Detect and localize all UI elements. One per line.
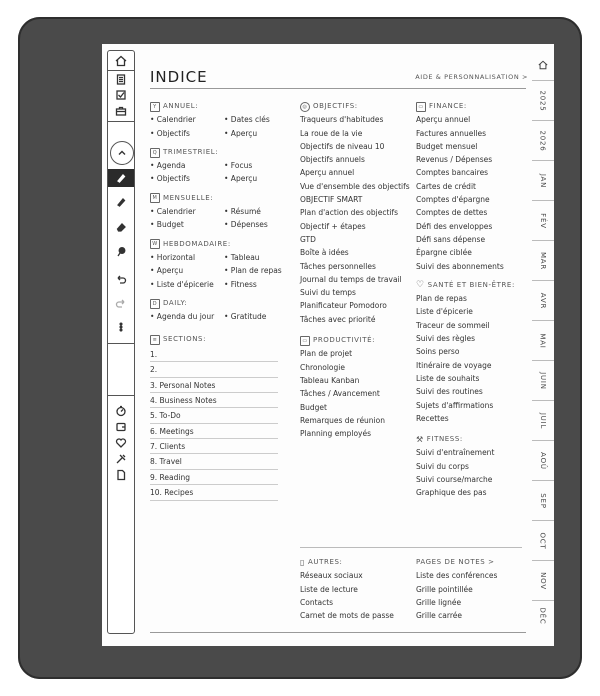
link-resume[interactable]: • Résumé — [224, 207, 261, 217]
link-item[interactable]: Liste des conférences — [416, 571, 498, 581]
link-item[interactable]: Traqueurs d'habitudes — [300, 115, 384, 125]
divider — [300, 547, 522, 548]
section-link[interactable]: 5. To-Do — [150, 408, 278, 423]
checkbox-icon[interactable] — [108, 87, 134, 103]
pen-icon[interactable] — [108, 169, 134, 187]
link-liste-epicerie[interactable]: • Liste d'épicerie — [150, 279, 214, 289]
tab-jan[interactable]: JAN — [532, 160, 554, 201]
link-item[interactable]: Vue d'ensemble des objectifs — [300, 181, 410, 191]
link-item[interactable]: Aperçu annuel — [300, 168, 355, 178]
tab-juil[interactable]: JUIL — [532, 400, 554, 441]
link-apercu[interactable]: • Aperçu — [224, 174, 258, 184]
section-link[interactable]: 3. Personal Notes — [150, 378, 278, 393]
objectifs-header: ◎ OBJECTIFS: — [300, 100, 412, 113]
link-item[interactable]: Objectifs annuels — [300, 155, 365, 165]
link-item[interactable]: Liste de souhaits — [416, 373, 480, 383]
link-item[interactable]: Comptes bancaires — [416, 168, 489, 178]
wallet-icon: ▭ — [416, 102, 426, 112]
link-item[interactable]: Remarques de réunion — [300, 415, 385, 425]
fitness-header: ⚒ FITNESS: — [416, 433, 528, 446]
eraser-icon[interactable] — [108, 219, 134, 235]
link-item[interactable]: Tâches / Avancement — [300, 389, 380, 399]
link-item[interactable]: Suivi course/marche — [416, 475, 493, 485]
link-fitness[interactable]: • Fitness — [224, 279, 257, 289]
link-item[interactable]: Budget — [300, 402, 327, 412]
tab-bar — [532, 50, 554, 630]
page-icon: ▯ — [300, 558, 306, 567]
tab-avr[interactable]: AVR — [532, 280, 554, 321]
tab-nov[interactable]: NOV — [532, 560, 554, 601]
page-icon[interactable] — [108, 467, 134, 483]
section-link[interactable]: 2. — [150, 362, 278, 377]
tab-aou[interactable]: AOÛ — [532, 440, 554, 481]
link-item[interactable]: Boîte à idées — [300, 248, 349, 258]
link-item[interactable]: Objectif + étapes — [300, 221, 366, 231]
link-item[interactable]: Réseaux sociaux — [300, 571, 363, 581]
daily-header: D DAILY: — [150, 297, 290, 310]
briefcase-icon: ▭ — [300, 336, 310, 346]
section-link[interactable]: 7. Clients — [150, 439, 278, 454]
link-item[interactable]: Comptes de dettes — [416, 208, 488, 218]
link-item[interactable]: Budget mensuel — [416, 141, 478, 151]
link-focus[interactable]: • Focus — [224, 161, 253, 171]
link-item[interactable]: Objectifs de niveau 10 — [300, 141, 385, 151]
link-item[interactable]: OBJECTIF SMART — [300, 195, 363, 205]
link-apercu[interactable]: • Aperçu — [224, 128, 258, 138]
link-item[interactable]: Recettes — [416, 413, 449, 423]
sections-header: ≡ SECTIONS: — [150, 333, 290, 346]
objectifs-column — [300, 96, 412, 440]
notes-column — [416, 552, 528, 622]
link-item[interactable]: Épargne ciblée — [416, 248, 472, 258]
timer-icon[interactable] — [108, 403, 134, 419]
section-link[interactable]: 10. Recipes — [150, 485, 278, 500]
link-item[interactable]: Plan de projet — [300, 349, 353, 359]
home-icon[interactable] — [108, 53, 134, 69]
link-item[interactable]: Liste d'épicerie — [416, 307, 473, 317]
link-tableau[interactable]: • Tableau — [224, 252, 260, 262]
tab-dec[interactable]: DÉC — [532, 600, 554, 631]
link-item[interactable]: Défi des enveloppes — [416, 221, 493, 231]
link-item[interactable]: Grille pointillée — [416, 584, 473, 594]
link-item[interactable]: Liste de lecture — [300, 584, 358, 594]
link-item[interactable]: Carnet de mots de passe — [300, 611, 394, 621]
link-item[interactable]: La roue de la vie — [300, 128, 363, 138]
link-item[interactable]: Suivi des abonnements — [416, 261, 504, 271]
link-budget[interactable]: • Budget — [150, 220, 184, 230]
link-agenda-du-jour[interactable]: • Agenda du jour — [150, 312, 215, 322]
hebdomadaire-header: W HEBDOMADAIRE: — [150, 238, 290, 251]
link-item[interactable]: Revenus / Dépenses — [416, 155, 493, 165]
link-item[interactable]: Tâches avec priorité — [300, 314, 376, 324]
link-objectifs[interactable]: • Objectifs — [150, 174, 190, 184]
tab-mar[interactable]: MAR — [532, 240, 554, 281]
help-link[interactable]: AIDE & PERSONNALISATION > — [415, 73, 528, 81]
link-plan-de-repas[interactable]: • Plan de repas — [224, 266, 282, 276]
link-item[interactable]: Défi sans dépense — [416, 234, 486, 244]
divider — [150, 632, 526, 633]
toolbar — [107, 50, 135, 634]
link-item[interactable]: Itinéraire de voyage — [416, 360, 492, 370]
section-link[interactable]: 1. — [150, 347, 278, 362]
link-item[interactable]: Suivi d'entraînement — [416, 448, 495, 458]
chevron-up-icon[interactable] — [110, 141, 134, 165]
link-gratitude[interactable]: • Gratitude — [224, 312, 267, 322]
mensuelle-header: M MENSUELLE: — [150, 192, 290, 205]
tablet-icon[interactable] — [108, 419, 134, 435]
trimestriel-header: Q TRIMESTRIEL: — [150, 146, 290, 159]
link-item[interactable]: Grille carrée — [416, 611, 462, 621]
link-item[interactable]: GTD — [300, 234, 316, 244]
highlighter-icon[interactable] — [108, 194, 134, 210]
autres-header: ▯ AUTRES: — [300, 556, 412, 569]
finance-header: ▭ FINANCE: — [416, 100, 528, 113]
link-item[interactable]: Sujets d'affirmations — [416, 400, 494, 410]
link-item[interactable]: Factures annuelles — [416, 128, 487, 138]
calendar-icon: Q — [150, 148, 160, 158]
link-item[interactable]: Traceur de sommeil — [416, 320, 490, 330]
tab-sep[interactable]: SEP — [532, 480, 554, 521]
link-calendrier[interactable]: • Calendrier — [150, 115, 196, 125]
undo-icon[interactable] — [108, 271, 134, 287]
link-horizontal[interactable]: • Horizontal — [150, 252, 196, 262]
link-item[interactable]: Suivi des routines — [416, 387, 483, 397]
link-item[interactable]: Tâches personnelles — [300, 261, 376, 271]
clipboard-icon[interactable] — [108, 71, 134, 87]
link-agenda[interactable]: • Agenda — [150, 161, 186, 171]
link-item[interactable]: Grille lignée — [416, 597, 462, 607]
link-item[interactable]: Plan de repas — [416, 294, 467, 304]
tab-2025[interactable]: 2025 — [532, 80, 554, 121]
link-item[interactable]: Chronologie — [300, 362, 345, 372]
link-item[interactable]: Contacts — [300, 597, 334, 607]
page-title: INDICE — [150, 68, 208, 86]
link-apercu[interactable]: • Aperçu — [150, 266, 184, 276]
pages-notes-header[interactable]: PAGES DE NOTES > — [416, 558, 495, 566]
target-icon: ◎ — [300, 102, 310, 112]
link-item[interactable]: Planning employés — [300, 429, 372, 439]
productivite-header: ▭ PRODUCTIVITÉ: — [300, 334, 412, 347]
tools-icon[interactable] — [108, 451, 134, 467]
section-link[interactable]: 4. Business Notes — [150, 393, 278, 408]
index-page — [150, 66, 530, 646]
section-link[interactable]: 6. Meetings — [150, 424, 278, 439]
calendar-icon: W — [150, 239, 160, 249]
link-item[interactable]: Suivi du temps — [300, 288, 356, 298]
link-calendrier[interactable]: • Calendrier — [150, 207, 196, 217]
divider — [150, 88, 526, 89]
link-item[interactable]: Comptes d'épargne — [416, 195, 490, 205]
briefcase-icon[interactable] — [108, 103, 134, 119]
annuel-header: Y ANNUEL: — [150, 100, 290, 113]
calendar-icon: D — [150, 299, 160, 309]
tab-2026[interactable]: 2026 — [532, 120, 554, 161]
redo-icon[interactable] — [108, 295, 134, 311]
calendar-icon: Y — [150, 102, 160, 112]
link-item[interactable]: Planificateur Pomodoro — [300, 301, 387, 311]
link-item[interactable]: Suivi des règles — [416, 334, 476, 344]
tab-fev[interactable]: FÉV — [532, 200, 554, 241]
finance-column — [416, 96, 528, 500]
link-item[interactable]: Graphique des pas — [416, 488, 487, 498]
section-link[interactable]: 8. Travel — [150, 454, 278, 469]
home-icon[interactable] — [532, 50, 554, 80]
link-item[interactable]: Aperçu annuel — [416, 115, 471, 125]
link-item[interactable]: Soins perso — [416, 347, 460, 357]
dumbbell-icon: ⚒ — [416, 435, 424, 445]
calendar-icon: M — [150, 193, 160, 203]
heart-icon[interactable] — [108, 435, 134, 451]
more-icon[interactable] — [108, 319, 134, 335]
link-objectifs[interactable]: • Objectifs — [150, 128, 190, 138]
sante-header: ♡ SANTÉ ET BIEN-ÊTRE: — [416, 279, 528, 292]
heart-icon: ♡ — [416, 279, 425, 290]
tab-oct[interactable]: OCT — [532, 520, 554, 561]
link-item[interactable]: Suivi du corps — [416, 461, 469, 471]
link-dates-cles[interactable]: • Dates clés — [224, 115, 270, 125]
link-item[interactable]: Journal du temps de travail — [300, 274, 402, 284]
link-item[interactable]: Plan d'action des objectifs — [300, 208, 399, 218]
link-depenses[interactable]: • Dépenses — [224, 220, 268, 230]
link-item[interactable]: Cartes de crédit — [416, 181, 476, 191]
lasso-icon[interactable] — [108, 244, 134, 260]
link-item[interactable]: Tableau Kanban — [300, 375, 360, 385]
section-link[interactable]: 9. Reading — [150, 470, 278, 485]
tab-mai[interactable]: MAI — [532, 320, 554, 361]
list-icon: ≡ — [150, 335, 160, 345]
tab-juin[interactable]: JUIN — [532, 360, 554, 401]
planner-column — [150, 96, 290, 501]
autres-column — [300, 552, 412, 622]
